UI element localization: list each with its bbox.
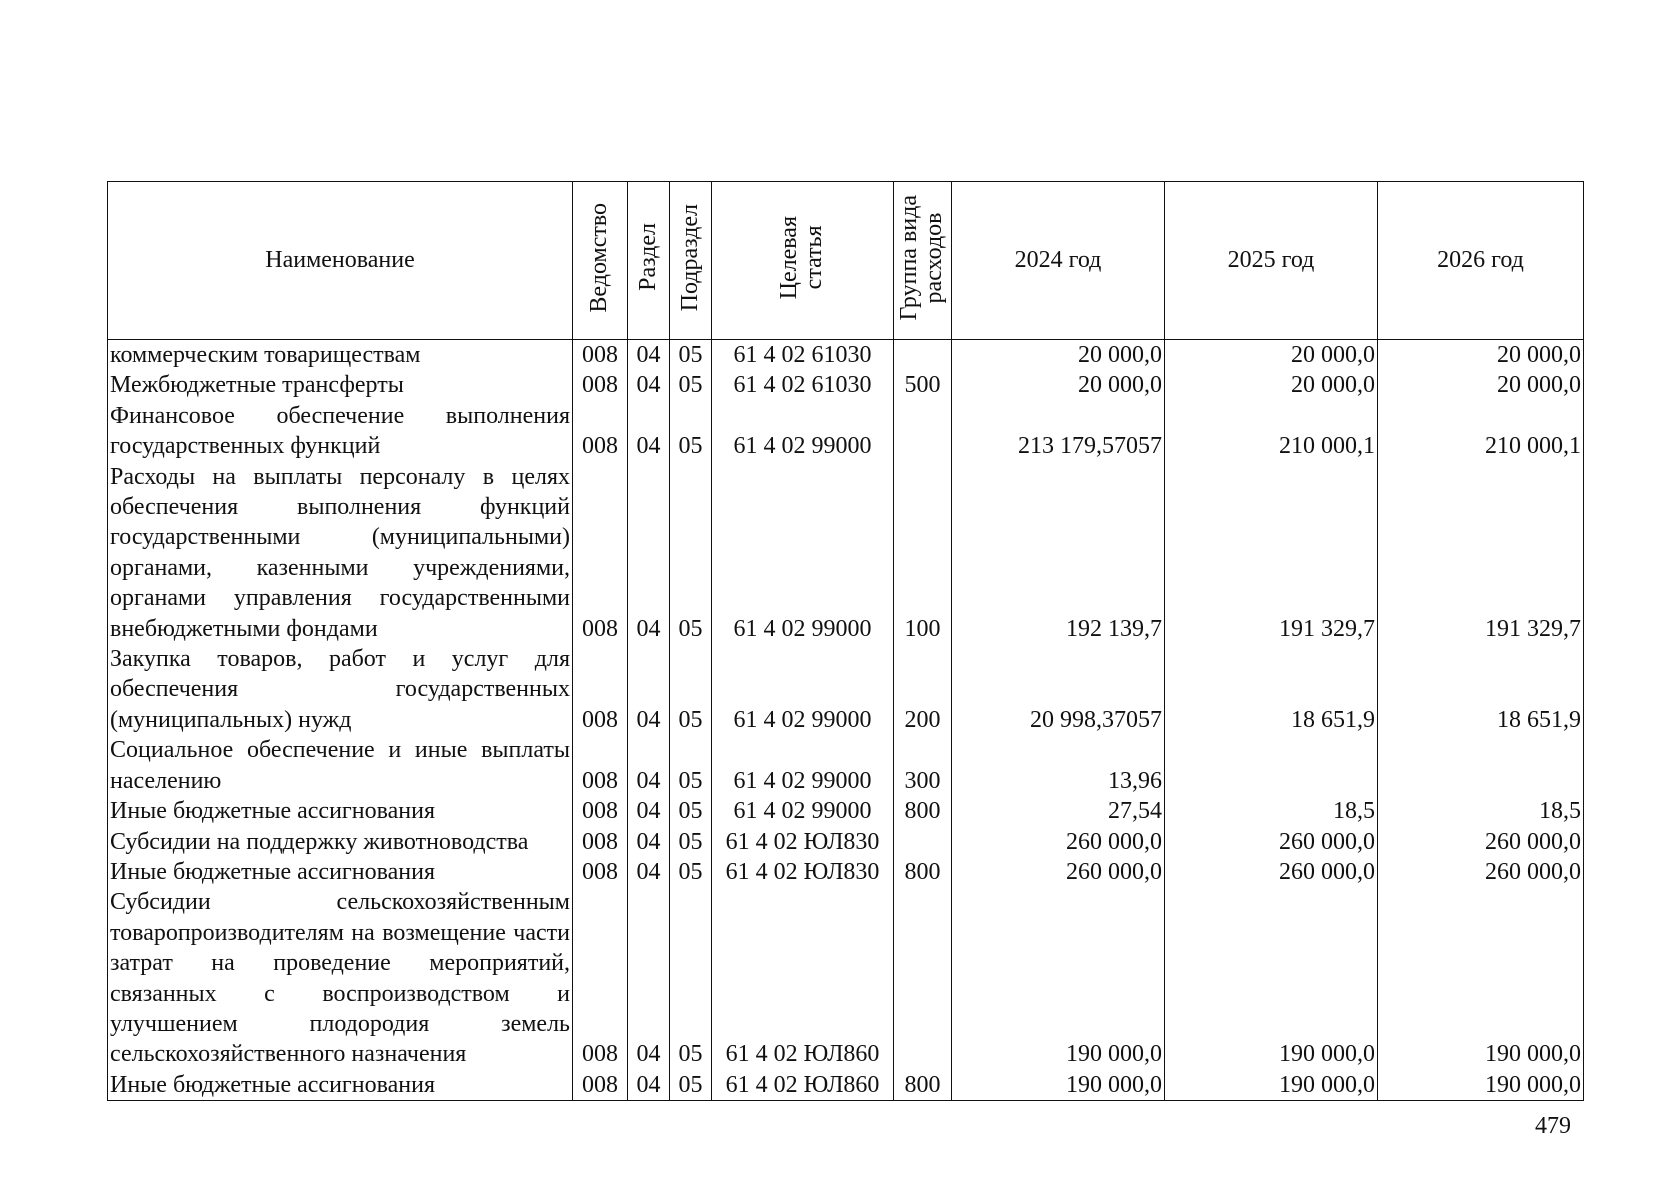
cell-subsection: 05 (670, 887, 712, 1069)
cell-2026: 20 000,0 (1378, 340, 1584, 371)
table-row (108, 735, 1584, 796)
cell-subsection: 05 (670, 735, 712, 796)
cell-dept: 008 (573, 796, 628, 826)
cell-dept: 008 (573, 401, 628, 462)
header-section: Раздел (628, 182, 670, 340)
cell-target: 61 4 02 ЮЛ860 (712, 1070, 894, 1101)
header-2024: 2024 год (952, 182, 1165, 340)
cell-section: 04 (628, 796, 670, 826)
header-name: Наименование (108, 182, 573, 340)
cell-subsection: 05 (670, 462, 712, 644)
cell-2026: 190 000,0 (1378, 887, 1584, 1069)
table-row (108, 857, 1584, 887)
cell-2026: 20 000,0 (1378, 370, 1584, 400)
cell-target: 61 4 02 61030 (712, 340, 894, 371)
cell-group (894, 340, 952, 371)
cell-target: 61 4 02 99000 (712, 796, 894, 826)
cell-group: 800 (894, 857, 952, 887)
cell-name: Иные бюджетные ассигнования (108, 857, 573, 887)
cell-name: Субсидии сельскохозяйственным товаропроизводителям на возмещение части затрат на проведение мероприятий, связанных с воспроизводством и улучшением плодородия земель сельскохозяйственного назначения (108, 887, 573, 1069)
cell-section: 04 (628, 340, 670, 371)
cell-2024: 20 998,37057 (952, 644, 1165, 735)
cell-section: 04 (628, 827, 670, 857)
cell-group (894, 887, 952, 1069)
cell-name: Финансовое обеспечение выполнения государственных функций (108, 401, 573, 462)
cell-section: 04 (628, 370, 670, 400)
cell-target: 61 4 02 99000 (712, 644, 894, 735)
cell-section: 04 (628, 1070, 670, 1101)
cell-2024: 190 000,0 (952, 887, 1165, 1069)
cell-name: Межбюджетные трансферты (108, 370, 573, 400)
cell-target: 61 4 02 99000 (712, 462, 894, 644)
header-2026: 2026 год (1378, 182, 1584, 340)
cell-section: 04 (628, 401, 670, 462)
cell-subsection: 05 (670, 796, 712, 826)
cell-subsection: 05 (670, 401, 712, 462)
cell-2025: 20 000,0 (1165, 370, 1378, 400)
cell-group: 300 (894, 735, 952, 796)
cell-group: 500 (894, 370, 952, 400)
cell-2026: 18,5 (1378, 796, 1584, 826)
cell-2025 (1165, 735, 1378, 796)
cell-name: Расходы на выплаты персоналу в целях обеспечения выполнения функций государственными (муниципальными) органами, казенными учреждениями, органами управления государственными внебюджетными фондами (108, 462, 573, 644)
cell-2026: 18 651,9 (1378, 644, 1584, 735)
cell-name: Субсидии на поддержку животноводства (108, 827, 573, 857)
cell-subsection: 05 (670, 827, 712, 857)
cell-subsection: 05 (670, 857, 712, 887)
cell-2024: 190 000,0 (952, 1070, 1165, 1101)
cell-target: 61 4 02 ЮЛ830 (712, 857, 894, 887)
cell-2025: 260 000,0 (1165, 857, 1378, 887)
cell-dept: 008 (573, 644, 628, 735)
cell-name: коммерческим товариществам (108, 340, 573, 371)
cell-2026: 260 000,0 (1378, 827, 1584, 857)
header-2025: 2025 год (1165, 182, 1378, 340)
cell-dept: 008 (573, 887, 628, 1069)
budget-table (107, 181, 1584, 1101)
cell-group: 800 (894, 1070, 952, 1101)
cell-2025: 260 000,0 (1165, 827, 1378, 857)
cell-2026: 260 000,0 (1378, 857, 1584, 887)
cell-target: 61 4 02 ЮЛ860 (712, 887, 894, 1069)
table-row (108, 370, 1584, 400)
cell-target: 61 4 02 ЮЛ830 (712, 827, 894, 857)
cell-group: 100 (894, 462, 952, 644)
cell-subsection: 05 (670, 1070, 712, 1101)
table-header-row (108, 182, 1584, 340)
cell-section: 04 (628, 462, 670, 644)
table-row (108, 1070, 1584, 1101)
cell-2024: 260 000,0 (952, 827, 1165, 857)
cell-2025: 190 000,0 (1165, 1070, 1378, 1101)
cell-dept: 008 (573, 857, 628, 887)
cell-section: 04 (628, 735, 670, 796)
cell-dept: 008 (573, 827, 628, 857)
cell-group (894, 827, 952, 857)
header-dept: Ведомство (573, 182, 628, 340)
table-row (108, 796, 1584, 826)
cell-2025: 191 329,7 (1165, 462, 1378, 644)
cell-target: 61 4 02 61030 (712, 370, 894, 400)
cell-2024: 260 000,0 (952, 857, 1165, 887)
page-number: 479 (1535, 1113, 1571, 1139)
header-group: Группа вида расходов (894, 182, 952, 340)
cell-2026: 210 000,1 (1378, 401, 1584, 462)
cell-target: 61 4 02 99000 (712, 735, 894, 796)
cell-dept: 008 (573, 735, 628, 796)
cell-2025: 190 000,0 (1165, 887, 1378, 1069)
cell-2026 (1378, 735, 1584, 796)
cell-target: 61 4 02 99000 (712, 401, 894, 462)
cell-subsection: 05 (670, 370, 712, 400)
cell-2025: 18,5 (1165, 796, 1378, 826)
cell-dept: 008 (573, 462, 628, 644)
cell-dept: 008 (573, 370, 628, 400)
cell-group: 800 (894, 796, 952, 826)
table-row (108, 887, 1584, 1069)
cell-2026: 191 329,7 (1378, 462, 1584, 644)
cell-2024: 27,54 (952, 796, 1165, 826)
cell-dept: 008 (573, 1070, 628, 1101)
cell-2025: 20 000,0 (1165, 340, 1378, 371)
cell-2024: 20 000,0 (952, 340, 1165, 371)
cell-section: 04 (628, 887, 670, 1069)
cell-2025: 18 651,9 (1165, 644, 1378, 735)
table-row (108, 827, 1584, 857)
cell-name: Иные бюджетные ассигнования (108, 796, 573, 826)
cell-2026: 190 000,0 (1378, 1070, 1584, 1101)
cell-dept: 008 (573, 340, 628, 371)
cell-group (894, 401, 952, 462)
table-row (108, 340, 1584, 371)
cell-2024: 20 000,0 (952, 370, 1165, 400)
header-subsection: Подраздел (670, 182, 712, 340)
cell-name: Социальное обеспечение и иные выплаты населению (108, 735, 573, 796)
table-body (108, 340, 1584, 1101)
table-row (108, 401, 1584, 462)
cell-group: 200 (894, 644, 952, 735)
cell-name: Закупка товаров, работ и услуг для обеспечения государственных (муниципальных) нужд (108, 644, 573, 735)
cell-2024: 13,96 (952, 735, 1165, 796)
cell-2024: 213 179,57057 (952, 401, 1165, 462)
cell-subsection: 05 (670, 644, 712, 735)
header-target: Целевая статья (712, 182, 894, 340)
table-row (108, 462, 1584, 644)
cell-2024: 192 139,7 (952, 462, 1165, 644)
cell-name: Иные бюджетные ассигнования (108, 1070, 573, 1101)
cell-subsection: 05 (670, 340, 712, 371)
cell-section: 04 (628, 857, 670, 887)
cell-section: 04 (628, 644, 670, 735)
table-row (108, 644, 1584, 735)
cell-2025: 210 000,1 (1165, 401, 1378, 462)
